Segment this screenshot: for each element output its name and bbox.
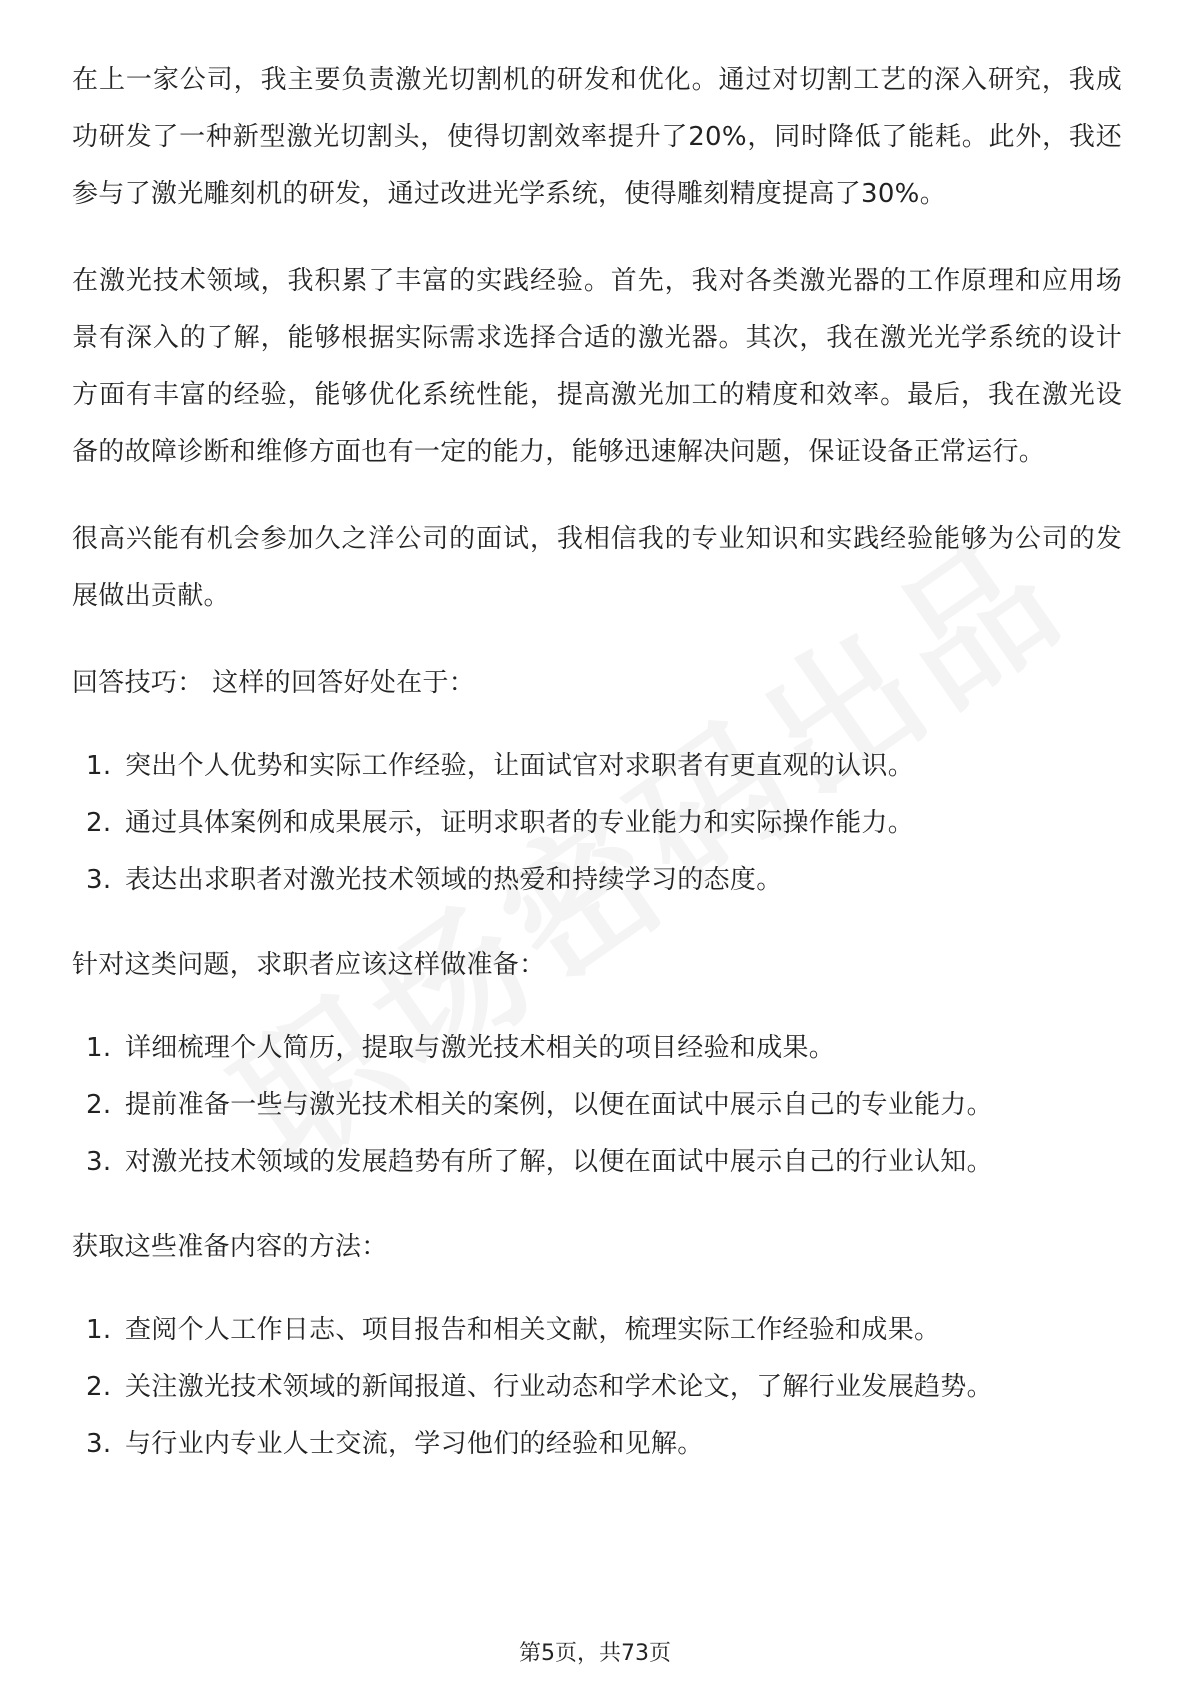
list-item: [72, 1020, 1122, 1077]
list-text: 详细梳理个人简历，提取与激光技术相关的项目经验和成果。: [125, 1033, 836, 1063]
list-item: [72, 738, 1122, 795]
list-text: 与行业内专业人士交流，学习他们的经验和见解。: [125, 1429, 704, 1459]
list-item: [72, 852, 1122, 909]
paragraph-skills: 在激光技术领域，我积累了丰富的实践经验。首先，我对各类激光器的工作原理和应用场景有深入的了解，能够根据实际需求选择合适的激光器。其次，我在激光光学系统的设计方面有丰富的经验，能够优化系统性能，提高激光加工的精度和效率。最后，我在激光设备的故障诊断和维修方面也有一定的能力，能够迅速解决问题，保证设备正常运行。: [72, 266, 1122, 467]
prep-list: [72, 1020, 1122, 1191]
list-item: [72, 1077, 1122, 1134]
list-number: 3.: [86, 1429, 112, 1459]
list-number: 1.: [86, 751, 112, 781]
list-number: 2.: [86, 808, 112, 838]
paragraph-closing: 很高兴能有机会参加久之洋公司的面试，我相信我的专业知识和实践经验能够为公司的发展做出贡献。: [72, 524, 1122, 611]
tips-heading: 回答技巧： 这样的回答好处在于：: [72, 668, 476, 698]
methods-list: [72, 1302, 1122, 1473]
list-number: 2.: [86, 1372, 112, 1402]
list-number: 3.: [86, 1147, 112, 1177]
prep-heading: 针对这类问题，求职者应该这样做准备：: [72, 950, 546, 980]
list-item: [72, 1134, 1122, 1191]
list-text: 通过具体案例和成果展示，证明求职者的专业能力和实际操作能力。: [125, 808, 915, 838]
list-text: 表达出求职者对激光技术领域的热爱和持续学习的态度。: [125, 865, 783, 895]
list-text: 查阅个人工作日志、项目报告和相关文献，梳理实际工作经验和成果。: [125, 1315, 941, 1345]
list-item: [72, 1302, 1122, 1359]
document-body: [72, 52, 1122, 1501]
page-number-footer: 第5页，共73页: [519, 1641, 671, 1666]
list-number: 1.: [86, 1033, 112, 1063]
list-text: 对激光技术领域的发展趋势有所了解，以便在面试中展示自己的行业认知。: [125, 1147, 993, 1177]
paragraph-experience: 在上一家公司，我主要负责激光切割机的研发和优化。通过对切割工艺的深入研究，我成功研发了一种新型激光切割头，使得切割效率提升了20%，同时降低了能耗。此外，我还参与了激光雕刻机的研发，通过改进光学系统，使得雕刻精度提高了30%。: [72, 65, 1122, 209]
list-number: 1.: [86, 1315, 112, 1345]
methods-heading: 获取这些准备内容的方法：: [72, 1232, 388, 1262]
list-item: [72, 1359, 1122, 1416]
list-item: [72, 1416, 1122, 1473]
list-text: 突出个人优势和实际工作经验，让面试官对求职者有更直观的认识。: [125, 751, 915, 781]
tips-list: [72, 738, 1122, 909]
list-text: 关注激光技术领域的新闻报道、行业动态和学术论文，了解行业发展趋势。: [125, 1372, 993, 1402]
list-item: [72, 795, 1122, 852]
list-number: 3.: [86, 865, 112, 895]
list-text: 提前准备一些与激光技术相关的案例，以便在面试中展示自己的专业能力。: [125, 1090, 993, 1120]
list-number: 2.: [86, 1090, 112, 1120]
